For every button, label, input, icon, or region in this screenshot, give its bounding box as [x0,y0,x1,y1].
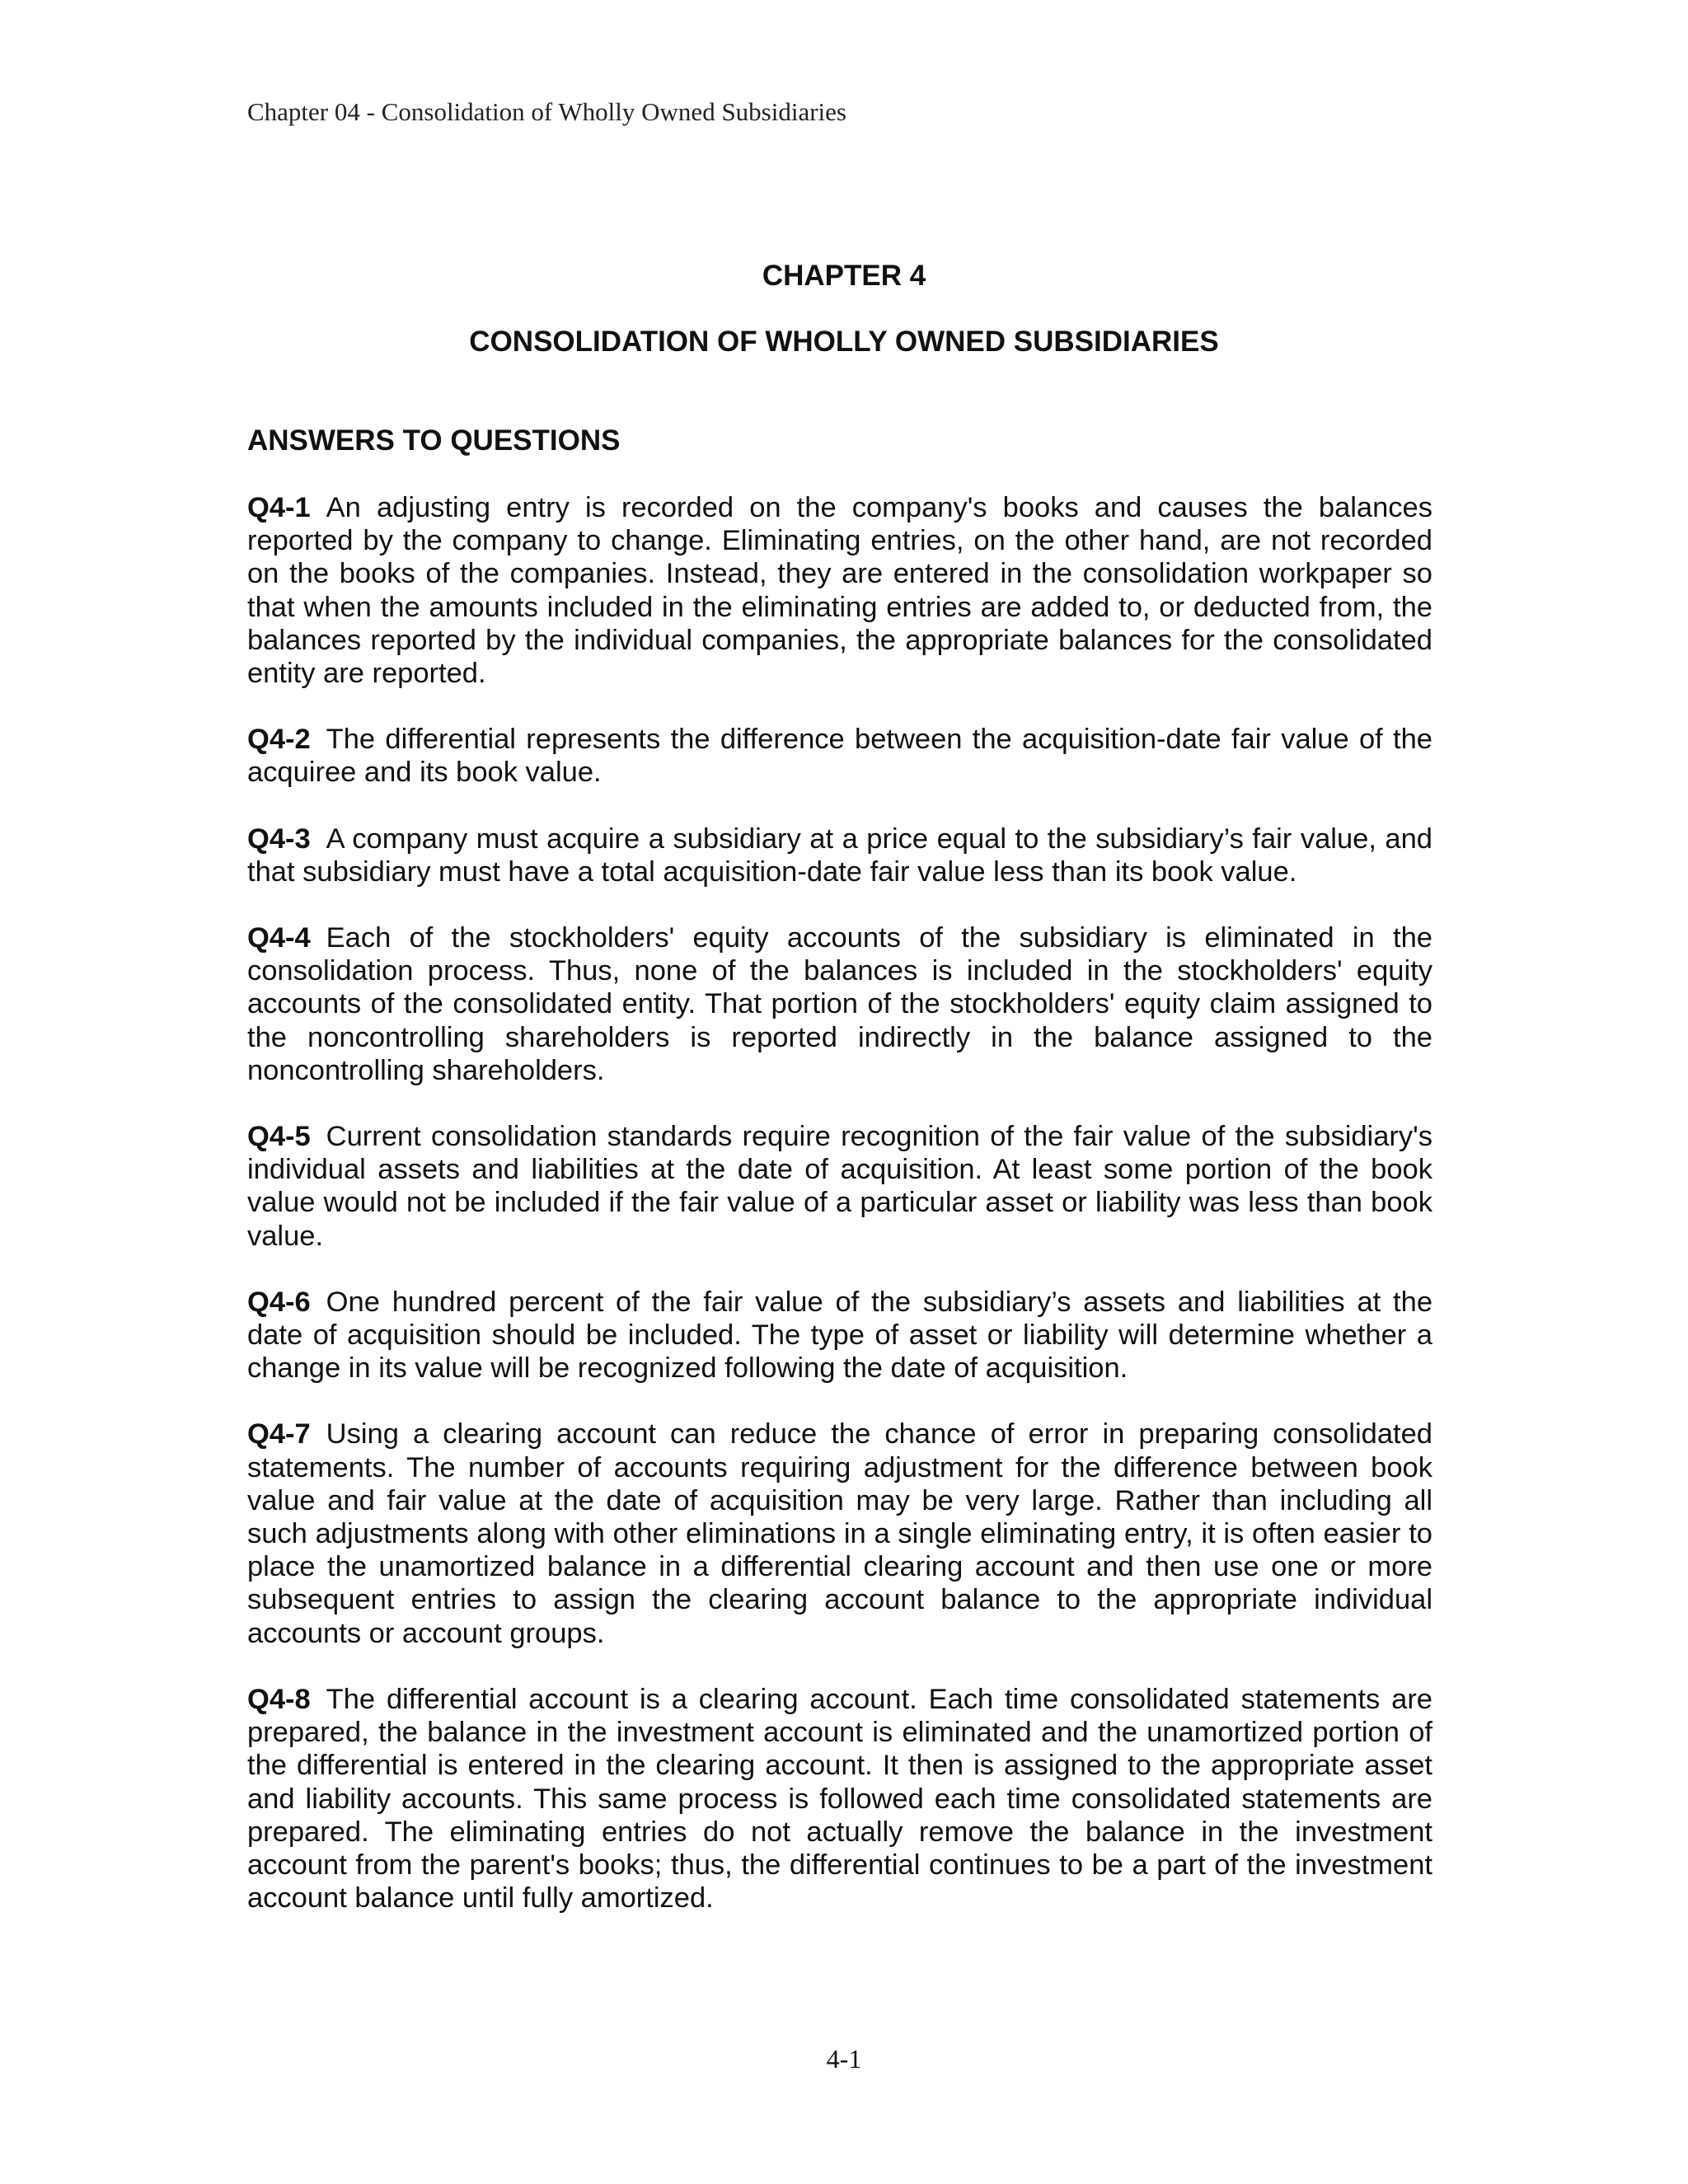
answer-q4-6 [247,1286,1432,1385]
answer-q4-2 [247,723,1432,789]
answer-text: An adjusting entry is recorded on the company's books and causes the balances reported by the company to change. Eliminating entries, on the other hand, are not recorded on the books of the companies. Instead, they are entered in the consolidation workpaper so that when the amounts included in the eliminating entries are added to, or deducted from, the balances reported by the individual companies, the appropriate balances for the consolidated entity are reported. [247,492,1432,690]
answer-id: Q4-7 [247,1418,311,1451]
answers-list [247,491,1432,1947]
answer-id: Q4-6 [247,1286,311,1318]
answer-q4-8 [247,1683,1432,1915]
answer-text: The differential represents the difference between the acquisition-date fair value of the acquiree and its book value. [247,724,1432,789]
answer-text: Using a clearing account can reduce the chance of error in preparing consolidated statements. The number of accounts requiring adjustment for the difference between book value and fair value at the date of acquisition may be very large. Rather than including all such adjustments along with other eliminations in a single eliminating entry, it is often easier to place the unamortized balance in a differential clearing account and then use one or more subsequent entries to assign the clearing account balance to the appropriate individual accounts or account groups. [247,1418,1432,1649]
running-header: Chapter 04 - Consolidation of Wholly Owned Subsidiaries [247,97,846,126]
answer-text: A company must acquire a subsidiary at a price equal to the subsidiary’s fair value, and that subsidiary must have a total acquisition-date fair value less than its book value. [247,823,1432,888]
chapter-title: CHAPTER 4 [762,260,926,292]
answer-id: Q4-1 [247,492,311,523]
answer-id: Q4-5 [247,1121,311,1153]
section-heading: ANSWERS TO QUESTIONS [247,424,621,457]
page-number: 4-1 [826,2044,862,2074]
answer-id: Q4-8 [247,1683,311,1715]
answer-q4-5 [247,1120,1432,1253]
answer-id: Q4-2 [247,724,311,756]
answer-q4-3 [247,823,1432,888]
answer-q4-1 [247,491,1432,690]
answer-text: Current consolidation standards require recognition of the fair value of the subsidiary's individual assets and liabilities at the date of acquisition. At least some portion of the book value would not be included if the fair value of a particular asset or liability was less than book value. [247,1121,1432,1252]
chapter-subtitle: CONSOLIDATION OF WHOLLY OWNED SUBSIDIARIES [469,326,1219,358]
answer-text: One hundred percent of the fair value of the subsidiary’s assets and liabilities at the date of acquisition should be included. The type of asset or liability will determine whether a change in its value will be recognized following the date of acquisition. [247,1286,1432,1385]
answer-id: Q4-4 [247,922,311,954]
answer-q4-4 [247,921,1432,1087]
answer-q4-7 [247,1418,1432,1649]
answer-text: Each of the stockholders' equity accounts of the subsidiary is eliminated in the consolidation process. Thus, none of the balances is included in the stockholders' equity accounts of the consolidated entity. That portion of the stockholders' equity claim assigned to the noncontrolling shareholders is reported indirectly in the balance assigned to the noncontrolling shareholders. [247,922,1432,1086]
answer-id: Q4-3 [247,823,311,855]
answer-text: The differential account is a clearing account. Each time consolidated statements are prepared, the balance in the investment account is eliminated and the unamortized portion of the differential is entered in the clearing account. It then is assigned to the appropriate asset and liability accounts. This same process is followed each time consolidated statements are prepared. The eliminating entries do not actually remove the balance in the investment account from the parent's books; thus, the differential continues to be a part of the investment account balance until fully amortized. [247,1683,1432,1915]
